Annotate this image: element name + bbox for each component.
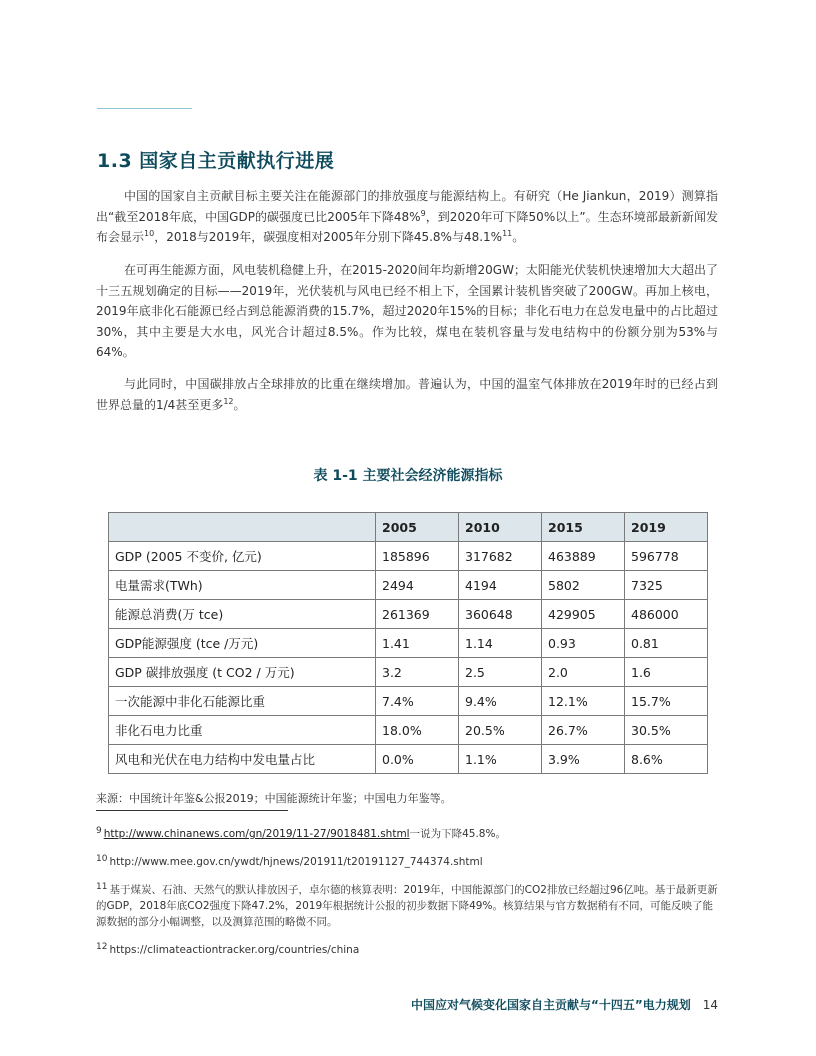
table-cell: 2494 bbox=[376, 571, 459, 600]
footnote-ref-9[interactable]: 9 bbox=[420, 208, 426, 218]
table-header-cell: 2005 bbox=[376, 513, 459, 542]
table-cell: 2.0 bbox=[542, 658, 625, 687]
footnote-number: 11 bbox=[96, 881, 108, 892]
table-cell: 317682 bbox=[459, 542, 542, 571]
paragraph-3-text-b: 。 bbox=[233, 397, 246, 412]
table-cell: 1.6 bbox=[625, 658, 708, 687]
paragraph-1-text-b: ，到2020年可下降50%以上”。生态环境部最新新闻发布会显示 bbox=[96, 209, 718, 244]
table-row bbox=[109, 745, 708, 774]
table-cell: 7325 bbox=[625, 571, 708, 600]
footer-title: 中国应对气候变化国家自主贡献与“十四五”电力规划 bbox=[410, 998, 691, 1012]
table-header-cell: 2010 bbox=[459, 513, 542, 542]
table-cell: 15.7% bbox=[625, 687, 708, 716]
table-cell: 3.2 bbox=[376, 658, 459, 687]
footnote-number: 10 bbox=[96, 853, 108, 864]
table-cell: 0.0% bbox=[376, 745, 459, 774]
footnote-10 bbox=[96, 854, 718, 870]
table-row bbox=[109, 600, 708, 629]
row-label: GDP能源强度 (tce /万元) bbox=[109, 629, 376, 658]
paragraph-2 bbox=[96, 260, 718, 363]
table-cell: 429905 bbox=[542, 600, 625, 629]
table-header-row bbox=[109, 513, 708, 542]
row-label: 电量需求(TWh) bbox=[109, 571, 376, 600]
table-row bbox=[109, 629, 708, 658]
footnote-11 bbox=[96, 882, 718, 930]
indicators-table bbox=[108, 512, 708, 774]
table-row bbox=[109, 716, 708, 745]
table-cell: 8.6% bbox=[625, 745, 708, 774]
page-number: 14 bbox=[702, 998, 718, 1012]
table-cell: 486000 bbox=[625, 600, 708, 629]
footnote-number: 12 bbox=[96, 941, 108, 952]
table-cell: 26.7% bbox=[542, 716, 625, 745]
row-label: GDP 碳排放强度 (t CO2 / 万元) bbox=[109, 658, 376, 687]
paragraph-3 bbox=[96, 374, 718, 415]
table-cell: 185896 bbox=[376, 542, 459, 571]
page-footer bbox=[411, 996, 718, 1013]
table-cell: 1.41 bbox=[376, 629, 459, 658]
table-cell: 2.5 bbox=[459, 658, 542, 687]
row-label: 风电和光伏在电力结构中发电量占比 bbox=[109, 745, 376, 774]
row-label: GDP (2005 不变价, 亿元) bbox=[109, 542, 376, 571]
footnote-ref-10[interactable]: 10 bbox=[144, 229, 155, 238]
table-row bbox=[109, 542, 708, 571]
paragraph-1 bbox=[96, 186, 718, 248]
table-cell: 3.9% bbox=[542, 745, 625, 774]
table-row bbox=[109, 571, 708, 600]
footnote-divider bbox=[96, 810, 288, 811]
table-cell: 0.81 bbox=[625, 629, 708, 658]
paragraph-3-text-a: 与此同时，中国碳排放占全球排放的比重在继续增加。普遍认为，中国的温室气体排放在2019年时的已经占到世界总量的1/4甚至更多 bbox=[96, 377, 718, 412]
footnote-9 bbox=[96, 826, 718, 842]
table-cell: 596778 bbox=[625, 542, 708, 571]
table-header-cell: 2019 bbox=[625, 513, 708, 542]
paragraph-1-text-c: ，2018与2019年，碳强度相对2005年分别下降45.8%与48.1% bbox=[154, 230, 503, 244]
table-cell: 18.0% bbox=[376, 716, 459, 745]
row-label: 一次能源中非化石能源比重 bbox=[109, 687, 376, 716]
section-title: 1.3 国家自主贡献执行进展 bbox=[97, 150, 335, 172]
table-cell: 7.4% bbox=[376, 687, 459, 716]
table-cell: 463889 bbox=[542, 542, 625, 571]
paragraph-2-text: 在可再生能源方面，风电装机稳健上升，在2015-2020间年均新增20GW；太阳能光伏装机快速增加大大超出了十三五规划确定的目标——2019年，光伏装机与风电已经不相上下，全国累计装机皆突破了200GW。再加上核电，2019年底非化石能源已经占到总能源消费的15.7%，超过2020年15%的目标；非化石电力在总发电量中的占比超过30%，其中主要是大水电，风光合计超过8.5%。作为比较，煤电在装机容量与发电结构中的份额分别为53%与64%。 bbox=[96, 263, 718, 359]
table-cell: 5802 bbox=[542, 571, 625, 600]
paragraph-1-text-d: 。 bbox=[512, 230, 525, 244]
footnote-11-text: 基于煤炭、石油、天然气的默认排放因子，卓尔德的核算表明：2019年，中国能源部门的CO2排放已经超过96亿吨。基于最新更新的GDP，2018年底CO2强度下降47.2%，2019年根据统计公报的初步数据下降49%。核算结果与官方数据稍有不同，可能反映了能源数据的部分小幅调整，以及测算范围的略微不同。 bbox=[96, 884, 718, 928]
table-cell: 1.1% bbox=[459, 745, 542, 774]
table-header-cell bbox=[109, 513, 376, 542]
table-row bbox=[109, 687, 708, 716]
table-cell: 0.93 bbox=[542, 629, 625, 658]
table-cell: 20.5% bbox=[459, 716, 542, 745]
top-decorative-rule bbox=[97, 108, 192, 109]
paragraph-1-text-a: 中国的国家自主贡献目标主要关注在能源部门的排放强度与能源结构上。有研究（He Jiankun，2019）测算指出“截至2018年底，中国GDP的碳强度已比2005年下降48% bbox=[96, 189, 718, 224]
table-source-note: 来源：中国统计年鉴&公报2019；中国能源统计年鉴；中国电力年鉴等。 bbox=[96, 792, 452, 805]
footnote-9-link[interactable]: http://www.chinanews.com/gn/2019/11-27/9018481.shtml bbox=[103, 828, 410, 840]
footnote-9-text: 一说为下降45.8%。 bbox=[409, 828, 506, 840]
row-label: 能源总消费(万 tce) bbox=[109, 600, 376, 629]
table-title: 表 1-1 主要社会经济能源指标 bbox=[313, 468, 503, 484]
footnote-number: 9 bbox=[96, 825, 102, 836]
table-cell: 261369 bbox=[376, 600, 459, 629]
table-cell: 9.4% bbox=[459, 687, 542, 716]
row-label: 非化石电力比重 bbox=[109, 716, 376, 745]
table-row bbox=[109, 658, 708, 687]
table-cell: 360648 bbox=[459, 600, 542, 629]
table-header-cell: 2015 bbox=[542, 513, 625, 542]
footnote-12 bbox=[96, 942, 718, 958]
table-cell: 12.1% bbox=[542, 687, 625, 716]
footnote-ref-11[interactable]: 11 bbox=[502, 229, 513, 238]
footnote-12-url[interactable]: https://climateactiontracker.org/countries/china bbox=[109, 944, 360, 956]
table-cell: 30.5% bbox=[625, 716, 708, 745]
footnote-10-url[interactable]: http://www.mee.gov.cn/ywdt/hjnews/201911/t20191127_744374.shtml bbox=[109, 856, 483, 868]
table-cell: 4194 bbox=[459, 571, 542, 600]
table-cell: 1.14 bbox=[459, 629, 542, 658]
footnote-ref-12[interactable]: 12 bbox=[223, 396, 234, 406]
